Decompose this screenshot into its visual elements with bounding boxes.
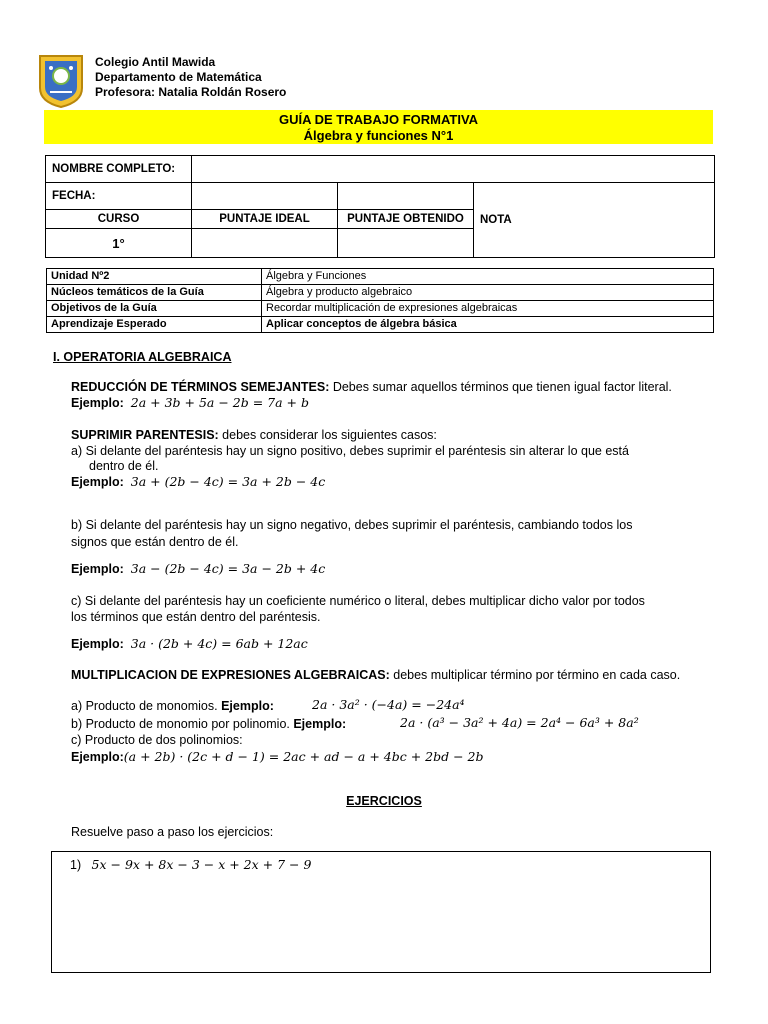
example-label: Ejemplo:: [71, 396, 124, 410]
info-label: Unidad Nº2: [47, 269, 262, 285]
case-c-line1: c) Si delante del paréntesis hay un coeficiente numérico o literal, debes multiplicar dicho valor por todos: [71, 594, 645, 608]
case-a-line1: a) Si delante del paréntesis hay un signo positivo, debes suprimir el paréntesis sin alterar lo que está: [71, 444, 629, 458]
info-row: [47, 301, 714, 317]
guide-title: GUÍA DE TRABAJO FORMATIVA: [278, 112, 479, 127]
obtained-score-field[interactable]: [338, 229, 474, 258]
case-b-line1: b) Si delante del paréntesis hay un signo negativo, debes suprimir el paréntesis, cambiando todos los: [71, 518, 633, 532]
example-label: Ejemplo:: [71, 750, 124, 764]
mult-c-example-math: (a + 2b) · (2c + d − 1) = 2ac + ad − a + 4bc + 2bd − 2b: [123, 749, 484, 764]
case-a-line2: dentro de él.: [89, 459, 159, 473]
mult-a-example: [312, 697, 465, 713]
mult-a-text: a) Producto de monomios.: [71, 699, 222, 713]
section-title: [53, 349, 231, 365]
mult-text: debes multiplicar término por término en cada caso.: [389, 668, 681, 682]
student-info-table: [45, 155, 715, 258]
case-a-example-math: 3a + (2b − 4c) = 3a + 2b − 4c: [130, 474, 326, 489]
info-value: Aplicar conceptos de álgebra básica: [262, 317, 714, 333]
course-value: 1°: [46, 229, 192, 258]
mult-a-example-math: 2a · 3a² · (−4a) = −24a⁴: [312, 697, 465, 712]
case-c-example: [71, 636, 308, 652]
school-logo: [36, 52, 86, 108]
reduction-title: REDUCCIÓN DE TÉRMINOS SEMEJANTES:: [71, 380, 330, 394]
example-label: Ejemplo:: [293, 717, 347, 731]
ideal-score-label: PUNTAJE IDEAL: [192, 210, 338, 229]
info-label: Aprendizaje Esperado: [47, 317, 262, 333]
date-field[interactable]: [192, 183, 338, 210]
info-value: Álgebra y Funciones: [262, 269, 714, 285]
mult-title: MULTIPLICACION DE EXPRESIONES ALGEBRAICAS:: [71, 668, 390, 682]
mult-paragraph: [71, 667, 680, 683]
mult-b: [71, 716, 346, 732]
info-value: Recordar multiplicación de expresiones algebraicas: [262, 301, 714, 317]
info-row: [47, 269, 714, 285]
guide-subtitle: Álgebra y funciones N°1: [303, 128, 454, 143]
example-label: Ejemplo:: [71, 475, 124, 489]
section-title-text: I. OPERATORIA ALGEBRAICA: [53, 350, 232, 364]
info-label: Objetivos de la Guía: [47, 301, 262, 317]
info-label: Núcleos temáticos de la Guía: [47, 285, 262, 301]
case-a-example: [71, 474, 325, 490]
info-row: [47, 285, 714, 301]
suppress-text: debes considerar los siguientes casos:: [218, 428, 437, 442]
case-b-example: [71, 561, 325, 577]
exercises-instruction: Resuelve paso a paso los ejercicios:: [71, 825, 274, 839]
title-banner: [44, 110, 713, 144]
reduction-paragraph: [71, 379, 672, 395]
school-name: Colegio Antil Mawida: [95, 55, 216, 69]
suppress-title: SUPRIMIR PARENTESIS:: [71, 428, 219, 442]
name-label: NOMBRE COMPLETO:: [46, 156, 192, 183]
info-row: [47, 317, 714, 333]
exercise-box[interactable]: [51, 851, 711, 973]
exercises-title-text: EJERCICIOS: [346, 794, 422, 808]
mult-a: [71, 698, 274, 714]
ideal-score-field[interactable]: [192, 229, 338, 258]
date-extra-cell: [338, 183, 474, 210]
exercise-expression: 5x − 9x + 8x − 3 − x + 2x + 7 − 9: [91, 857, 312, 872]
obtained-score-label: PUNTAJE OBTENIDO: [338, 210, 474, 229]
exercises-title: [0, 793, 768, 809]
exercise-item: [70, 857, 311, 873]
reduction-example-math: 2a + 3b + 5a − 2b = 7a + b: [130, 395, 309, 410]
reduction-text: Debes sumar aquellos términos que tienen igual factor literal.: [329, 380, 672, 394]
example-label: Ejemplo:: [71, 637, 124, 651]
grade-label: NOTA: [474, 183, 715, 258]
case-b-example-math: 3a − (2b − 4c) = 3a − 2b + 4c: [130, 561, 326, 576]
guide-info-table: [46, 268, 714, 333]
date-label: FECHA:: [46, 183, 192, 210]
mult-b-example-math: 2a · (a³ − 3a² + 4a) = 2a⁴ − 6a³ + 8a²: [400, 715, 639, 730]
mult-c-example: [71, 749, 484, 765]
mult-b-example: [400, 715, 639, 731]
example-label: Ejemplo:: [71, 562, 124, 576]
suppress-paragraph: [71, 427, 437, 443]
info-value: Álgebra y producto algebraico: [262, 285, 714, 301]
teacher-name: Profesora: Natalia Roldán Rosero: [95, 85, 287, 99]
name-field[interactable]: [192, 156, 715, 183]
case-b-line2: signos que están dentro de él.: [71, 535, 239, 549]
example-label: Ejemplo:: [221, 699, 274, 713]
reduction-example: [71, 395, 309, 411]
case-c-example-math: 3a · (2b + 4c) = 6ab + 12ac: [130, 636, 308, 651]
exercise-number: 1): [70, 858, 82, 872]
mult-c-text: c) Producto de dos polinomios:: [71, 733, 243, 747]
department-name: Departamento de Matemática: [95, 70, 262, 84]
case-c-line2: los términos que están dentro del paréntesis.: [71, 610, 321, 624]
mult-b-text: b) Producto de monomio por polinomio.: [71, 717, 294, 731]
course-label: CURSO: [46, 210, 192, 229]
